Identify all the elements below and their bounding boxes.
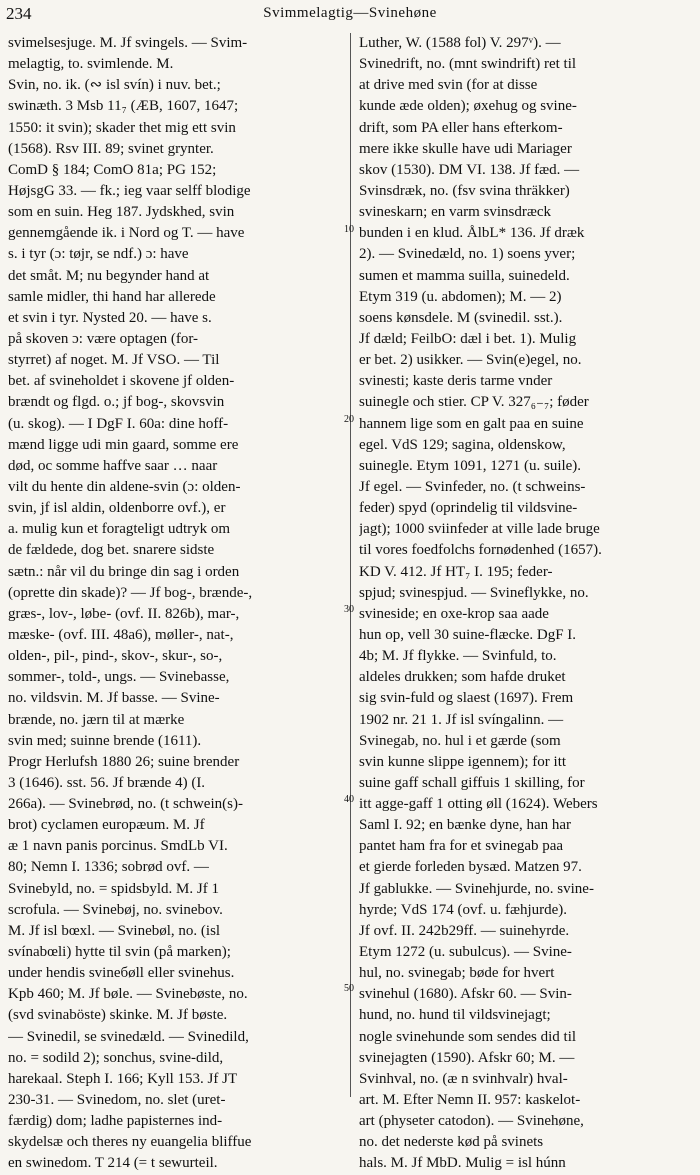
- text-line: hyrde; VdS 174 (ovf. u. fæhjurde).: [359, 901, 568, 918]
- text-line: pantet ham fra for et svinegab paa: [359, 838, 564, 855]
- line-marker-10: 10: [344, 224, 354, 235]
- text-line: hannem lige som en galt paa en suine: [359, 415, 584, 432]
- text-line: på skoven ɔ: være optagen (for-: [8, 330, 199, 347]
- text-line: til vores foedfolchs fornødenhed (1657).: [359, 542, 602, 559]
- text-line: jagt); 1000 sviinfeder at ville lade bruge: [359, 521, 600, 538]
- text-line: Svinebyld, no. = spidsbyld. M. Jf 1: [8, 880, 219, 897]
- line-marker-20: 20: [344, 414, 354, 425]
- text-line: færdig) dom; ladhe papisternes ind-: [8, 1113, 223, 1130]
- text-line: scrofula. — Svinebøj, no. svinebov.: [8, 901, 223, 918]
- text-line: Jf dæld; FeilbO: dæl i bet. 1). Mulig: [359, 330, 577, 347]
- text-line: en swinedom. T 214 (= t sewurteil.: [8, 1155, 218, 1172]
- text-line: samle midler, thi hand har allerede: [8, 288, 216, 305]
- text-line: (1568). Rsv III. 89; svinet grynter.: [8, 140, 214, 157]
- text-line: art (physeter catodon). — Svinehøne,: [359, 1113, 584, 1130]
- text-line: sætn.: når vil du bringe din sag i orden: [8, 563, 240, 580]
- text-line: Kpb 460; M. Jf bøle. — Svinebøste, no.: [8, 986, 248, 1003]
- text-line: feder) spyd (oprindelig til vildsvine-: [359, 500, 578, 517]
- text-line: suinegle och stier. CP V. 327₆₋₇; føder: [359, 394, 589, 411]
- text-line: bunden i en klud. ÅlbL* 136. Jf dræk: [359, 225, 585, 242]
- text-line: melagtig, to. svimlende. M.: [8, 56, 174, 73]
- text-line: ComD § 184; ComO 81a; PG 152;: [8, 161, 217, 178]
- text-line: itt agge-gaff 1 otting øll (1624). Webers: [359, 796, 598, 813]
- text-line: 3 (1646). sst. 56. Jf brænde 4) (I.: [8, 774, 206, 791]
- page-header: [0, 4, 700, 28]
- text-line: mæske- (ovf. III. 48a6), møller-, nat-,: [8, 626, 234, 643]
- text-line: Svinhval, no. (æ n svinhvalr) hval-: [359, 1070, 568, 1087]
- text-line: no. det nederste kød på svinets: [359, 1134, 544, 1151]
- text-line: 1902 nr. 21 1. Jf isl svíngalinn. —: [359, 711, 564, 728]
- text-line: M. Jf isl bœxl. — Svinebøl, no. (isl: [8, 922, 221, 939]
- text-line: brænde, no. jærn til at mærke: [8, 711, 185, 728]
- page-number: 234: [6, 4, 32, 23]
- text-line: no. vildsvin. M. Jf basse. — Svine-: [8, 690, 220, 707]
- text-line: svin, jf isl aldin, oldenborre ovf.), er: [8, 500, 226, 517]
- line-marker-40: 40: [344, 794, 354, 805]
- text-line: død, oc somme haffve saar … naar: [8, 457, 218, 474]
- text-line: mænd ligge udi min gaard, somme ere: [8, 436, 239, 453]
- line-marker-30: 30: [344, 604, 354, 615]
- running-title: Svimmelagtig—Svinehøne: [263, 5, 437, 21]
- text-line: harekaal. Steph I. 166; Kyll 153. Jf JT: [8, 1070, 238, 1087]
- text-line: aldeles drukken; som hafde druket: [359, 669, 566, 686]
- text-line: de fældede, dog bet. snarere sidste: [8, 542, 215, 559]
- text-line: sumen et mamma suilla, suinedeld.: [359, 267, 570, 284]
- text-line: nogle svinehunde som sendes did til: [359, 1028, 577, 1045]
- text-line: Svinedrift, no. (mnt swindrift) ret til: [359, 56, 577, 73]
- text-line: 2). — Svinedæld, no. 1) soens yver;: [359, 246, 576, 263]
- text-line: Svin, no. ik. (∾ isl svín) i nuv. bet.;: [8, 77, 221, 94]
- text-line: HøjsgG 33. — fk.; ieg vaar selff blodige: [8, 182, 251, 199]
- text-line: svinejagten (1590). Afskr 60; M. —: [359, 1049, 575, 1066]
- text-line: Svinegab, no. hul i et gærde (som: [359, 732, 561, 749]
- text-line: 4b; M. Jf flykke. — Svinfuld, to.: [359, 648, 557, 665]
- text-line: Jf ovf. II. 242b29ff. — suinehyrde.: [359, 922, 570, 939]
- text-line: drift, som PA eller hans efterkom-: [359, 119, 563, 136]
- text-line: Jf gablukke. — Svinehjurde, no. svine-: [359, 880, 594, 897]
- text-line: svin med; suinne brende (1611).: [8, 732, 202, 749]
- text-line: det småt. M; nu begynder hand at: [8, 267, 210, 284]
- text-line: svimelsesjuge. M. Jf svingels. — Svim-: [8, 35, 248, 51]
- text-line: suine gaff schall giffuis 1 skilling, for: [359, 774, 585, 791]
- text-line: brot) cyclamen europæum. M. Jf: [8, 817, 205, 834]
- text-line: hul, no. svinegab; bøde for hvert: [359, 965, 555, 982]
- text-line: svinesti; kaste deris tarme vnder: [359, 373, 553, 390]
- right-column: [359, 33, 695, 1175]
- text-line: Svinsdræk, no. (fsv svina thräkker): [359, 182, 570, 199]
- text-line: no. = sodild 2); sonchus, svine-dild,: [8, 1049, 224, 1066]
- text-line: swinæth. 3 Msb 11₇ (ÆB, 1607, 1647;: [8, 98, 239, 115]
- text-line: Etym 1272 (u. subulcus). — Svine-: [359, 944, 572, 961]
- column-divider: [350, 33, 351, 1097]
- text-line: et svin i tyr. Nysted 20. — have s.: [8, 309, 212, 326]
- text-line: svinehul (1680). Afskr 60. — Svin-: [359, 986, 572, 1003]
- text-line: 266a). — Svinebrød, no. (t schwein(s)-: [8, 796, 243, 813]
- text-line: suinegle. Etym 1091, 1271 (u. suile).: [359, 457, 582, 474]
- text-line: skov (1530). DM VI. 138. Jf fæd. —: [359, 161, 580, 178]
- text-line: (svd svinaböste) skinke. M. Jf bøste.: [8, 1007, 228, 1024]
- text-line: bet. af svineholdet i skovene jf olden-: [8, 373, 235, 390]
- text-line: spjud; svinespjud. — Svineflykke, no.: [359, 584, 589, 601]
- text-line: a. mulig kun et foragteligt udtryk om: [8, 521, 231, 538]
- text-line: Jf egel. — Svinfeder, no. (t schweins-: [359, 478, 586, 495]
- text-line: mere ikke skulle have udi Mariager: [359, 140, 572, 157]
- text-line: at drive med svin (for at disse: [359, 77, 538, 94]
- text-line: Progr Herlufsh 1880 26; suine brender: [8, 753, 240, 770]
- text-line: 230-31. — Svinedom, no. slet (uret-: [8, 1092, 226, 1109]
- text-line: svineskarn; en varm svinsdræck: [359, 204, 552, 221]
- text-line: svin kunne slippe igennem); for itt: [359, 753, 567, 770]
- text-line: s. i tyr (ɔ: tøjr, se ndf.) ɔ: have: [8, 246, 189, 263]
- text-line: egel. VdS 129; sagina, oldenskow,: [359, 436, 566, 453]
- text-line: brændt og flgd. o.; jf bog-, skovsvin: [8, 394, 225, 411]
- text-line: Saml I. 92; en bænke dyne, han har: [359, 817, 572, 834]
- text-line: hun op, vell 30 suine-flæcke. DgF I.: [359, 626, 577, 643]
- text-line: er bet. 2) usikker. — Svin(e)egel, no.: [359, 352, 582, 369]
- text-line: (oprette din skade)? — Jf bog-, brænde-,: [8, 584, 253, 601]
- text-line: olden-, pil-, pind-, skov-, skur-, so-,: [8, 648, 223, 665]
- text-line: 80; Nemn I. 1336; sobrød ovf. —: [8, 859, 209, 876]
- text-line: græs-, lov-, løbe- (ovf. II. 826b), mar-,: [8, 605, 240, 622]
- text-line: Luther, W. (1588 fol) V. 297ᵛ). —: [359, 35, 561, 51]
- text-line: art. M. Efter Nemn II. 957: kaskelot-: [359, 1092, 581, 1109]
- text-line: (u. skog). — I DgF I. 60a: dine hoff-: [8, 415, 229, 432]
- text-line: Etym 319 (u. abdomen); M. — 2): [359, 288, 562, 305]
- text-line: styrret) af noget. M. Jf VSO. — Til: [8, 352, 220, 369]
- text-line: svínabœli) hytte til svin (på marken);: [8, 944, 231, 961]
- text-line: hals. M. Jf MbD. Mulig = isl húnn: [359, 1155, 566, 1172]
- text-line: gennemgående ik. i Nord og T. — have: [8, 225, 245, 242]
- text-line: som en suin. Heg 187. Jydskhed, svin: [8, 204, 235, 221]
- text-line: — Svinedil, se svinedæld. — Svinedild,: [8, 1028, 249, 1045]
- left-column: [8, 33, 341, 1175]
- text-line: 1550: it svin); skader thet mig ett svin: [8, 119, 236, 136]
- text-line: et gierde forleden bysæd. Matzen 97.: [359, 859, 582, 876]
- text-line: vilt du hente din aldene-svin (ɔ: olden-: [8, 478, 241, 495]
- text-line: soens kønsdele. M (svinedil. sst.).: [359, 309, 563, 326]
- text-line: æ 1 navn panis porcinus. SmdLb VI.: [8, 838, 228, 855]
- text-line: under hendis svineбøll eller svinehus.: [8, 965, 235, 982]
- text-line: sommer-, told-, ungs. — Svinebasse,: [8, 669, 230, 686]
- text-line: kunde æde olden); øxehug og svine-: [359, 98, 577, 115]
- text-line: svineside; en oxe-krop saa aade: [359, 605, 549, 622]
- text-line: sig svin-fuld og slaest (1697). Frem: [359, 690, 574, 707]
- text-line: hund, no. hund til vildsvinejagt;: [359, 1007, 551, 1024]
- text-line: skydelsæ och theres ny euangelia bliffue: [8, 1134, 252, 1151]
- line-marker-50: 50: [344, 983, 354, 994]
- text-line: KD V. 412. Jf HT₇ I. 195; feder-: [359, 563, 553, 580]
